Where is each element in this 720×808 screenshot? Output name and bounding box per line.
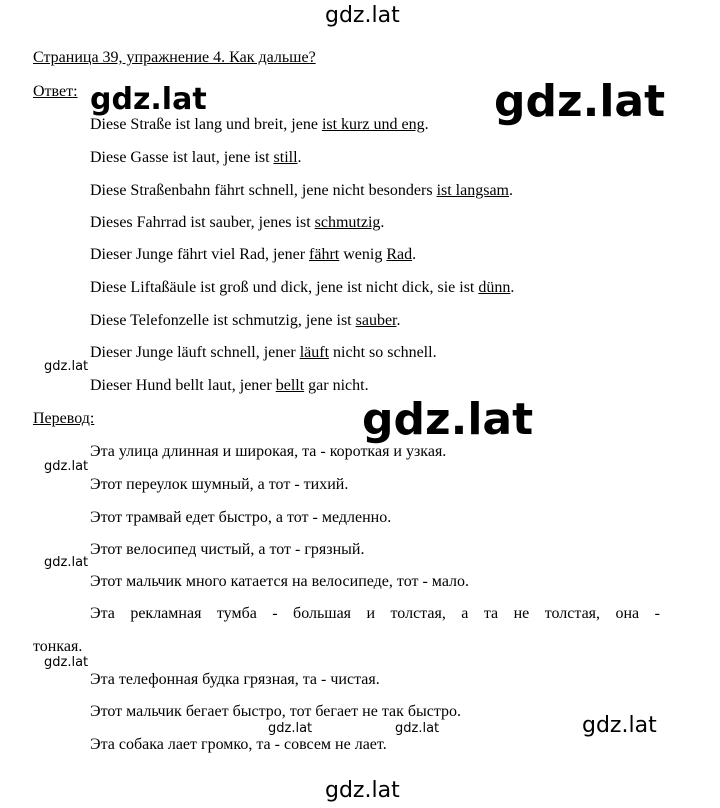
answer-text: . xyxy=(380,214,385,231)
translation-word: а xyxy=(461,605,469,622)
answer-text: . xyxy=(412,246,417,263)
translation-word: - xyxy=(272,605,278,622)
answer-text: Diese Straßenbahn fährt schnell, jene nicht besonders xyxy=(90,182,437,199)
translation-word: толстая, xyxy=(390,605,446,622)
watermark-small: gdz.lat xyxy=(44,459,89,474)
answer-text: . xyxy=(297,149,302,166)
translation-word: - xyxy=(654,605,660,622)
translation-line: Эта улица длинная и широкая, та - короткая и узкая. xyxy=(90,443,447,460)
translation-word: толстая, xyxy=(544,605,601,622)
answer-line xyxy=(90,213,384,233)
watermark-large-left: gdz.lat xyxy=(90,82,207,117)
underlined-answer: fährt xyxy=(309,246,340,263)
watermark-large-right: gdz.lat xyxy=(490,80,669,124)
answer-text: . xyxy=(509,182,513,199)
answer-line xyxy=(90,311,401,331)
answer-text: Diese Telefonzelle ist schmutzig, jene ist xyxy=(90,312,356,329)
underlined-answer: sauber xyxy=(355,312,397,329)
answer-text: . xyxy=(424,116,429,133)
translation-word: тумба xyxy=(216,605,257,622)
answer-label: Ответ: xyxy=(33,83,78,100)
watermark-large-center: gdz.lat xyxy=(358,398,537,442)
answer-line xyxy=(90,181,513,201)
underlined-answer: dünn xyxy=(478,279,511,296)
underlined-answer: ist langsam xyxy=(436,182,509,199)
answer-text: Diese Gasse ist laut, jene ist xyxy=(90,149,274,166)
watermark-small: gdz.lat xyxy=(44,655,89,670)
answer-text: Dieser Hund bellt laut, jener xyxy=(90,377,276,394)
answer-text: . xyxy=(396,312,401,329)
translation-line: Этот переулок шумный, а тот - тихий. xyxy=(90,476,349,493)
translation-line: тонкая. xyxy=(33,638,83,655)
translation-word: та xyxy=(483,605,499,622)
translation-word: не xyxy=(513,605,530,622)
watermark-bottom: gdz.lat xyxy=(325,778,400,803)
watermark-small: gdz.lat xyxy=(44,359,89,374)
translation-word: Эта xyxy=(90,605,115,622)
watermark-small: gdz.lat xyxy=(268,721,313,736)
answer-text: Dieser Junge fährt viel Rad, jener xyxy=(90,246,310,263)
watermark-small: gdz.lat xyxy=(395,721,440,736)
underlined-answer: ist kurz und eng xyxy=(321,116,425,133)
translation-line: Эта собака лает громко, та - совсем не лает. xyxy=(90,736,387,753)
underlined-answer: läuft xyxy=(299,344,330,361)
translation-word: и xyxy=(366,605,376,622)
translation-word: большая xyxy=(293,605,352,622)
answer-text: nicht so schnell. xyxy=(329,344,437,361)
answer-line xyxy=(90,376,369,396)
answer-text: Dieser Junge läuft schnell, jener xyxy=(90,344,300,361)
translation-word: она xyxy=(615,605,640,622)
underlined-answer: schmutzig xyxy=(314,214,381,231)
answer-line xyxy=(90,148,302,168)
answer-line xyxy=(90,343,437,363)
answer-line xyxy=(90,115,429,135)
translation-line xyxy=(90,604,660,624)
translation-line: Этот мальчик много катается на велосипеде, тот - мало. xyxy=(90,573,470,590)
answer-text: Diese Straße ist lang und breit, jene xyxy=(90,116,322,133)
translation-line: Этот мальчик бегает быстро, тот бегает не так быстро. xyxy=(90,703,462,720)
watermark-top: gdz.lat xyxy=(325,3,400,28)
watermark-small: gdz.lat xyxy=(44,555,89,570)
answer-line xyxy=(90,278,514,298)
translation-line: Этот трамвай едет быстро, а тот - медленно. xyxy=(90,509,392,526)
answer-text: . xyxy=(510,279,515,296)
translation-line: Этот велосипед чистый, а тот - грязный. xyxy=(90,541,365,558)
underlined-answer: bellt xyxy=(275,377,305,394)
answer-line xyxy=(90,245,416,265)
watermark-right: gdz.lat xyxy=(582,713,657,738)
underlined-answer: still xyxy=(273,149,298,166)
answer-text: gar nicht. xyxy=(304,377,369,394)
answer-text: Dieses Fahrrad ist sauber, jenes ist xyxy=(90,214,315,231)
translation-word: рекламная xyxy=(130,605,202,622)
page-heading: Страница 39, упражнение 4. Как дальше? xyxy=(33,49,316,66)
translation-label: Перевод: xyxy=(33,410,95,427)
answer-text: Diese Liftaßäule ist groß und dick, jene ist nicht dick, sie ist xyxy=(90,279,479,296)
underlined-answer: Rad xyxy=(386,246,413,263)
answer-text: wenig xyxy=(339,246,387,263)
translation-line: Эта телефонная будка грязная, та - чистая. xyxy=(90,671,380,688)
